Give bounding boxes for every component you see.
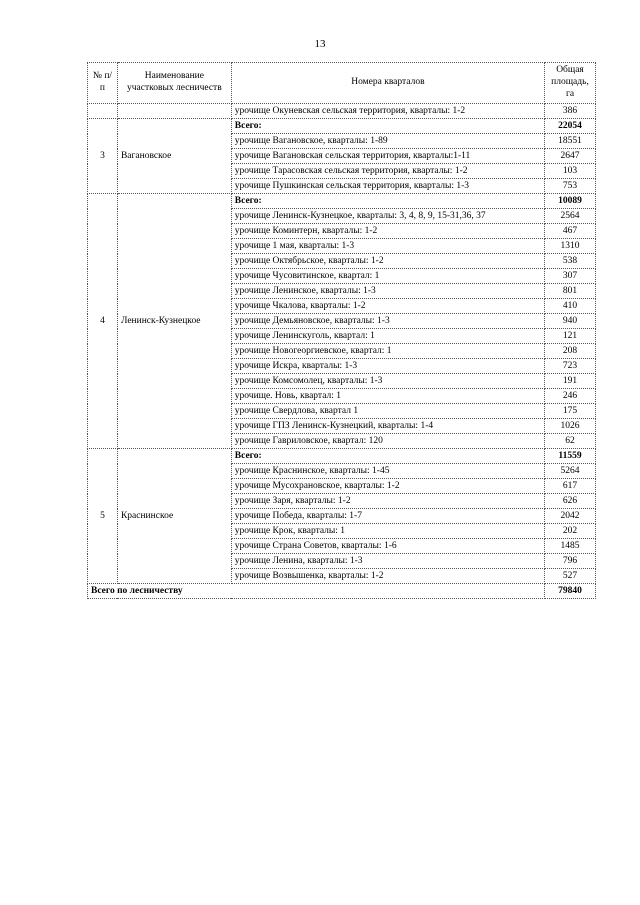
area-value: 103 [545, 164, 596, 179]
area-value: 191 [545, 374, 596, 389]
quarter-description: урочище Ленинское, кварталы: 1-3 [231, 284, 544, 299]
quarter-description: урочище Краснинское, кварталы: 1-45 [231, 464, 544, 479]
quarter-description: урочище Чкалова, кварталы: 1-2 [231, 299, 544, 314]
area-value: 467 [545, 224, 596, 239]
header-quarters: Номера кварталов [231, 63, 544, 104]
group-total-row [88, 449, 596, 464]
group-number: 5 [88, 449, 118, 584]
quarter-description: урочище Ленинскуголь, квартал: 1 [231, 329, 544, 344]
area-value: 2042 [545, 509, 596, 524]
quarter-description: урочище Новогеоргиевское, квартал: 1 [231, 344, 544, 359]
table-header-row [88, 63, 596, 104]
group-name: Краснинское [117, 449, 231, 584]
table-row [88, 104, 596, 119]
area-value: 1485 [545, 539, 596, 554]
area-value: 246 [545, 389, 596, 404]
grand-total-row [88, 584, 596, 599]
area-value: 386 [545, 104, 596, 119]
area-value: 5264 [545, 464, 596, 479]
group-total-label: Всего: [231, 119, 544, 134]
area-value: 626 [545, 494, 596, 509]
group-total-row [88, 194, 596, 209]
quarter-description: урочище Октябрьское, кварталы: 1-2 [231, 254, 544, 269]
area-value: 527 [545, 569, 596, 584]
grand-total-label: Всего по лесничеству [88, 584, 545, 599]
area-value: 538 [545, 254, 596, 269]
area-value: 940 [545, 314, 596, 329]
quarter-description: урочище Ленина, кварталы: 1-3 [231, 554, 544, 569]
quarter-description: урочище Крок, кварталы: 1 [231, 524, 544, 539]
page-number: 13 [314, 38, 326, 50]
quarter-description: урочище Заря, кварталы: 1-2 [231, 494, 544, 509]
area-value: 2564 [545, 209, 596, 224]
area-value: 175 [545, 404, 596, 419]
group-total-value: 11559 [545, 449, 596, 464]
quarter-description: урочище Демьяновское, кварталы: 1-3 [231, 314, 544, 329]
area-value: 1310 [545, 239, 596, 254]
group-total-label: Всего: [231, 194, 544, 209]
header-name: Наименование участковых лесничеств [117, 63, 231, 104]
area-value: 307 [545, 269, 596, 284]
area-value: 801 [545, 284, 596, 299]
header-area: Общая площадь, га [545, 63, 596, 104]
quarter-description: урочище. Новь, квартал: 1 [231, 389, 544, 404]
area-value: 796 [545, 554, 596, 569]
quarter-description: урочище Искра, кварталы: 1-3 [231, 359, 544, 374]
quarter-description: урочище Пушкинская сельская территория, кварталы: 1-3 [231, 179, 544, 194]
area-value: 202 [545, 524, 596, 539]
quarter-description: урочище Вагановская сельская территория, кварталы:1-11 [231, 149, 544, 164]
group-total-row [88, 119, 596, 134]
quarter-description: урочище Страна Советов, кварталы: 1-6 [231, 539, 544, 554]
quarter-description: урочище Ленинск-Кузнецкое, кварталы: 3, 4, 8, 9, 15-31,36, 37 [231, 209, 544, 224]
quarter-description: урочище Коминтерн, кварталы: 1-2 [231, 224, 544, 239]
group-total-value: 10089 [545, 194, 596, 209]
quarter-description: урочище Победа, кварталы: 1-7 [231, 509, 544, 524]
quarter-description: урочище Свердлова, квартал 1 [231, 404, 544, 419]
quarter-description: урочище Тарасовская сельская территория, кварталы: 1-2 [231, 164, 544, 179]
area-value: 1026 [545, 419, 596, 434]
group-name: Ленинск-Кузнецкое [117, 194, 231, 449]
name-cell [117, 104, 231, 119]
grand-total-value: 79840 [545, 584, 596, 599]
group-total-value: 22054 [545, 119, 596, 134]
area-value: 18551 [545, 134, 596, 149]
forestry-quarters-table [87, 62, 596, 599]
area-value: 2647 [545, 149, 596, 164]
quarter-description: урочище ГПЗ Ленинск-Кузнецкий, кварталы: 1-4 [231, 419, 544, 434]
area-value: 410 [545, 299, 596, 314]
quarter-description: урочище Возвышенка, кварталы: 1-2 [231, 569, 544, 584]
area-value: 723 [545, 359, 596, 374]
area-value: 121 [545, 329, 596, 344]
group-number: 4 [88, 194, 118, 449]
area-value: 208 [545, 344, 596, 359]
quarter-description: урочище Мусохрановское, кварталы: 1-2 [231, 479, 544, 494]
quarter-description: урочище Окуневская сельская территория, кварталы: 1-2 [231, 104, 544, 119]
quarter-description: урочище Гавриловское, квартал: 120 [231, 434, 544, 449]
group-number: 3 [88, 119, 118, 194]
group-name: Вагановское [117, 119, 231, 194]
area-value: 62 [545, 434, 596, 449]
quarter-description: урочище Вагановское, кварталы: 1-89 [231, 134, 544, 149]
quarter-description: урочище Чусовитинское, квартал: 1 [231, 269, 544, 284]
num-cell [88, 104, 118, 119]
quarter-description: урочище Комсомолец, кварталы: 1-3 [231, 374, 544, 389]
group-total-label: Всего: [231, 449, 544, 464]
header-num: № п/п [88, 63, 118, 104]
quarter-description: урочище 1 мая, кварталы: 1-3 [231, 239, 544, 254]
area-value: 617 [545, 479, 596, 494]
area-value: 753 [545, 179, 596, 194]
